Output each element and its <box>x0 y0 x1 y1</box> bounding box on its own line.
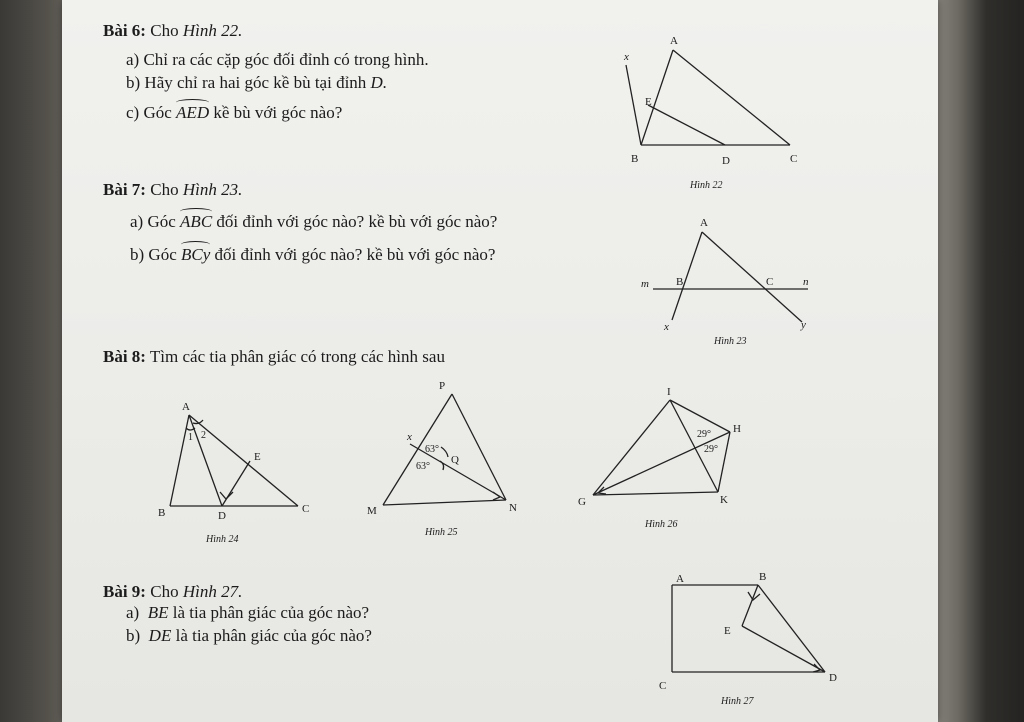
h26-label-G: G <box>578 496 586 508</box>
h26-GH <box>593 432 730 495</box>
h26-KH <box>718 432 730 492</box>
bai6-title: Bài 6: Cho Hình 22. <box>103 21 243 40</box>
h22-label-E: E <box>645 96 652 108</box>
bai9-a: a) BE là tia phân giác của góc nào? <box>126 603 370 622</box>
h27-label-B: B <box>759 571 767 583</box>
h27-BE <box>742 585 758 626</box>
h27-label-E: E <box>724 625 731 637</box>
h22-label-D: D <box>722 155 730 167</box>
h23-label-n: n <box>803 276 809 288</box>
h25-label-N: N <box>509 502 517 514</box>
h25-angle-1: 63° <box>425 444 439 455</box>
h25-label-P: P <box>439 380 446 392</box>
h22-caption: Hình 22 <box>690 180 723 191</box>
h22-label-x: x <box>624 51 629 63</box>
figure-25 <box>383 394 506 505</box>
h23-label-A: A <box>700 217 708 229</box>
h27-label-D: D <box>829 672 837 684</box>
h23-label-x: x <box>664 321 669 333</box>
bai6-c: c) Góc AED kề bù với góc nào? <box>126 103 343 122</box>
bai8-title: Bài 8: Tìm các tia phân giác có trong các hình sau <box>103 347 445 366</box>
bai7-title: Bài 7: Cho Hình 23. <box>103 180 243 199</box>
h22-ray-xB <box>626 65 641 145</box>
h27-BD <box>758 585 825 672</box>
h23-label-m: m <box>641 278 649 290</box>
h25-label-M: M <box>367 505 377 517</box>
h26-GK <box>593 492 718 495</box>
h22-segment-AC <box>673 50 790 145</box>
bai7-a: a) Góc ABC đối đỉnh với góc nào? kề bù với góc nào? <box>130 212 498 231</box>
bai9-title: Bài 9: Cho Hình 27. <box>103 582 243 601</box>
h24-label-B: B <box>158 507 166 519</box>
h24-label-C: C <box>302 503 310 515</box>
h24-label-2: 2 <box>201 430 206 441</box>
bai7-b: b) Góc BCy đối đỉnh với góc nào? kề bù với góc nào? <box>130 245 496 264</box>
h24-caption: Hình 24 <box>206 534 239 545</box>
h27-label-A: A <box>676 573 684 585</box>
figure-27 <box>672 585 825 672</box>
h25-angle-2: 63° <box>416 461 430 472</box>
h23-label-C: C <box>766 276 774 288</box>
h27-label-C: C <box>659 680 667 692</box>
h26-label-I: I <box>667 386 671 398</box>
h23-caption: Hình 23 <box>714 336 747 347</box>
h24-label-E: E <box>254 451 261 463</box>
h24-label-A: A <box>182 401 190 413</box>
h24-label-1: 1 <box>188 432 193 443</box>
bai6-a: a) Chỉ ra các cặp góc đối đỉnh có trong hình. <box>126 50 429 69</box>
h26-label-H: H <box>733 423 741 435</box>
h25-label-x: x <box>407 431 412 443</box>
h22-label-B: B <box>631 153 639 165</box>
h26-angle-2: 29° <box>704 444 718 455</box>
h23-label-y: y <box>801 319 806 331</box>
bai9-b: b) DE là tia phân giác của góc nào? <box>126 626 372 645</box>
h22-label-C: C <box>790 153 798 165</box>
h26-IG <box>593 400 670 495</box>
h26-label-K: K <box>720 494 728 506</box>
h25-label-Q: Q <box>451 454 459 466</box>
bai6-b: b) Hãy chỉ ra hai góc kề bù tại đỉnh D. <box>126 73 388 92</box>
h22-label-A: A <box>670 35 678 47</box>
h25-caption: Hình 25 <box>425 527 458 538</box>
h26-caption: Hình 26 <box>645 519 678 530</box>
h23-label-B: B <box>676 276 684 288</box>
h27-caption: Hình 27 <box>721 696 754 707</box>
h26-angle-1: 29° <box>697 429 711 440</box>
h25-MN <box>383 500 506 505</box>
figure-24 <box>170 415 298 506</box>
h24-label-D: D <box>218 510 226 522</box>
h27-ED <box>742 626 825 672</box>
h23-line-Ay <box>702 232 802 322</box>
h25-PM <box>383 394 452 505</box>
h22-segment-ED <box>648 105 725 145</box>
